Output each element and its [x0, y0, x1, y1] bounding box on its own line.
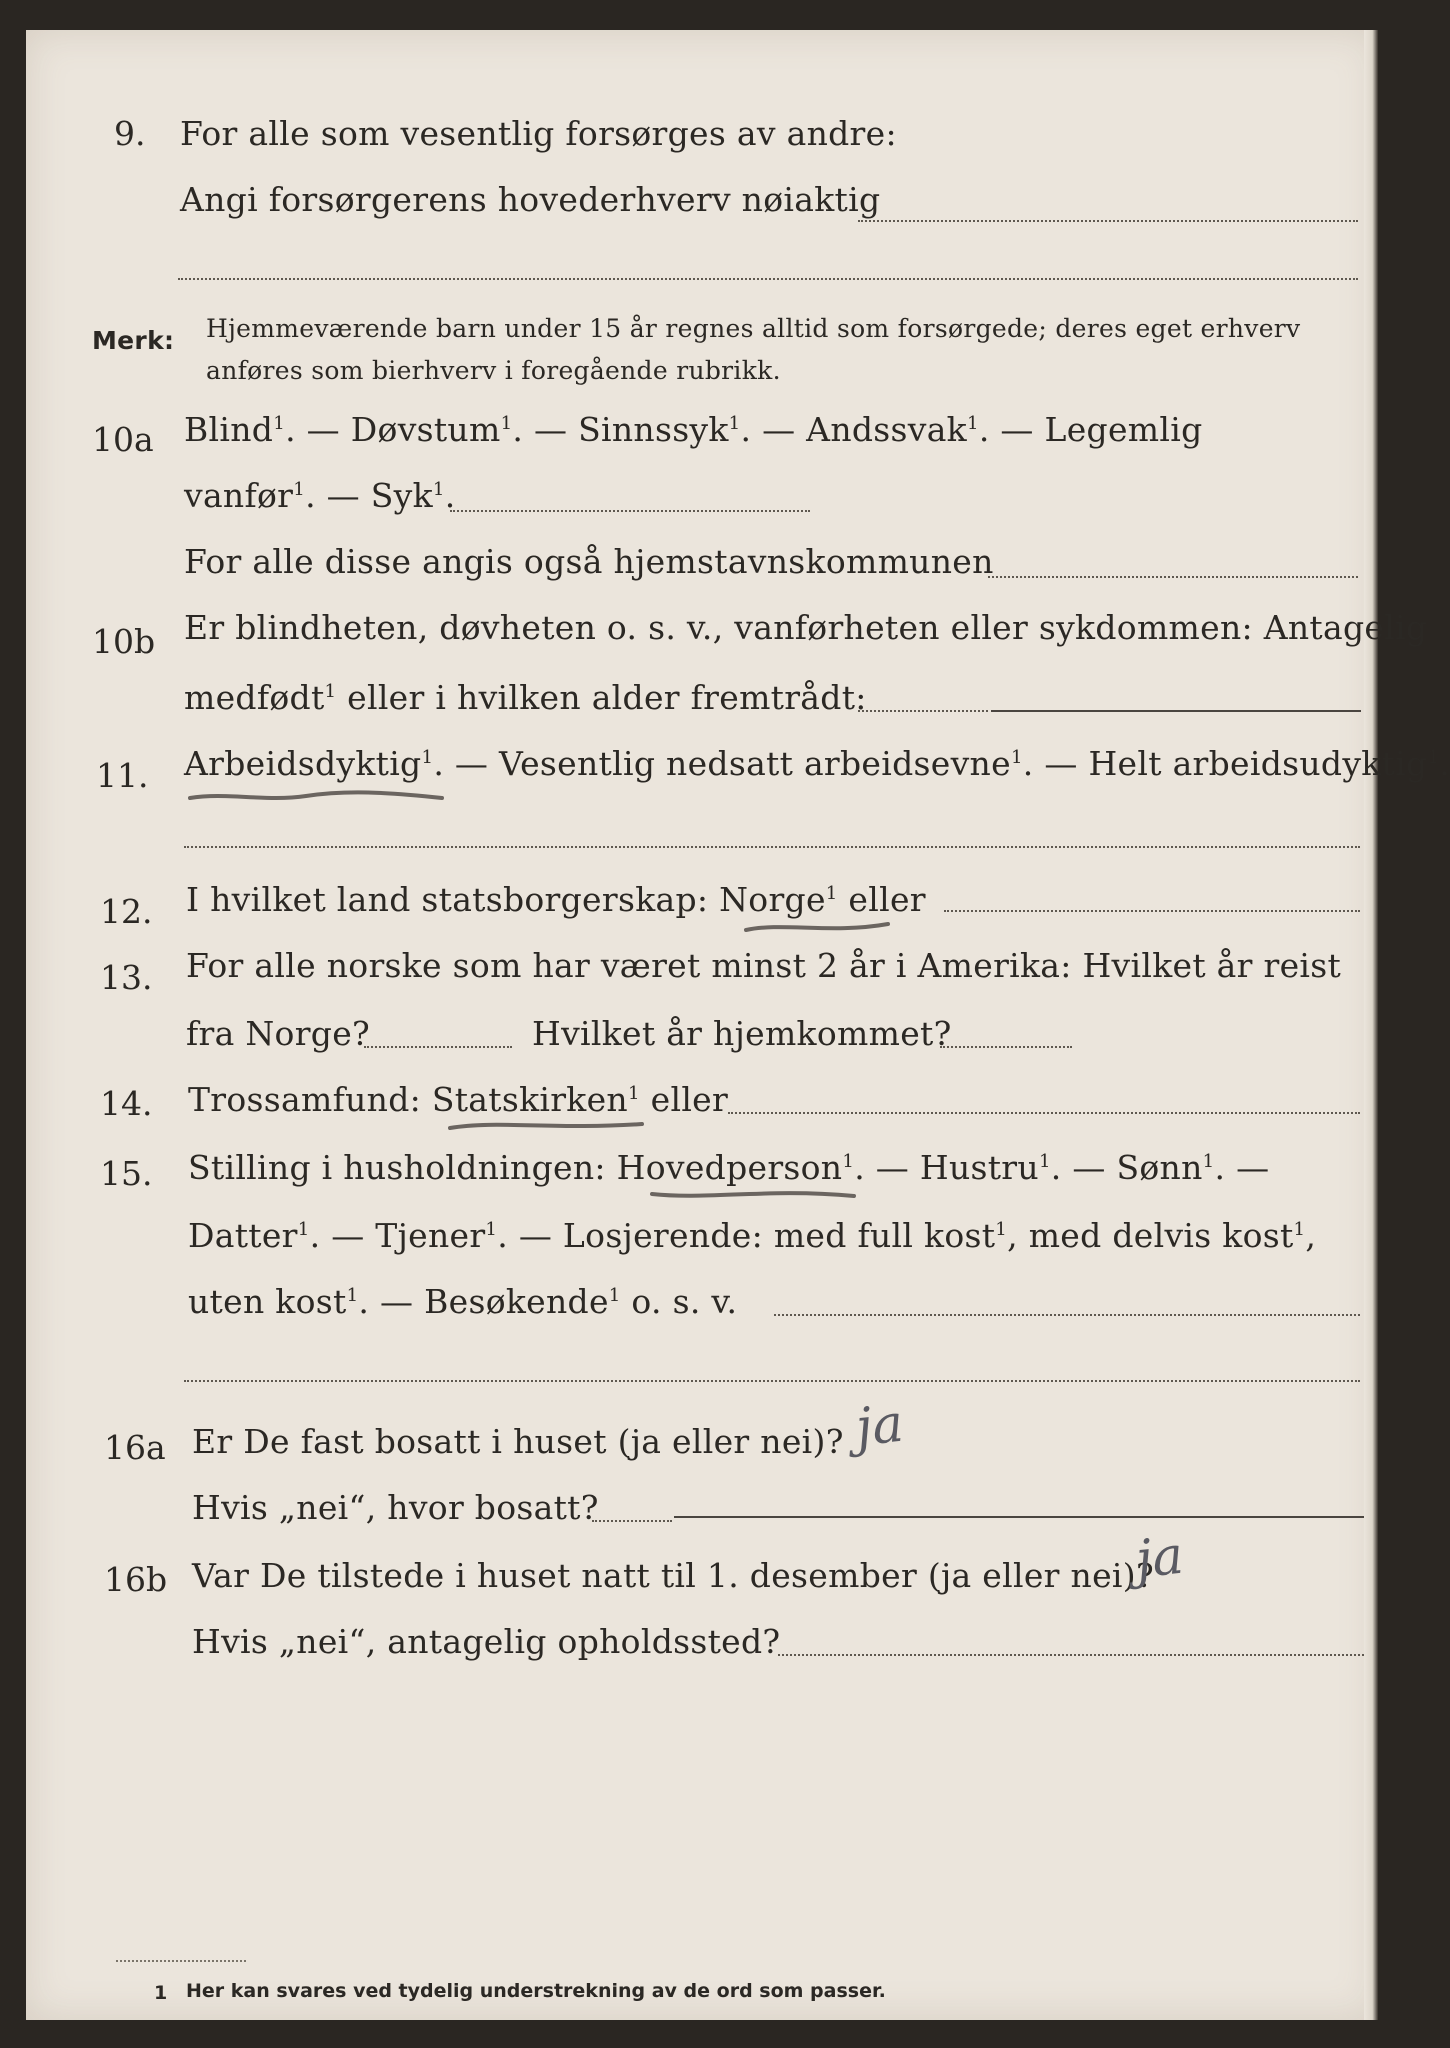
q16a-line2: Hvis „nei“, hvor bosatt?	[192, 1488, 599, 1527]
q15-line1: Stilling i husholdningen: Hovedperson$^1$. — Hustru$^1$. — Sønn$^1$. —	[188, 1148, 1270, 1187]
q16a-handwritten-answer: ja	[852, 1393, 907, 1459]
q13-line2a: fra Norge?	[186, 1014, 371, 1053]
q11-answer-line	[184, 846, 1360, 848]
q11-underline-mark	[186, 786, 446, 808]
q16b-number: 16b	[104, 1560, 168, 1599]
merk-label: Merk:	[92, 326, 175, 355]
q14-underline-mark	[446, 1116, 646, 1136]
form-sheet	[26, 30, 1450, 2020]
q16a-line1: Er De fast bosatt i huset (ja eller nei)?	[192, 1422, 844, 1461]
q13-hjemkommet-line	[940, 1046, 1072, 1048]
q11-number: 11.	[96, 756, 149, 795]
q15-line3: uten kost$^1$. — Besøkende$^1$ o. s. v.	[188, 1282, 738, 1321]
q14-answer-line	[728, 1112, 1360, 1114]
q10b-number: 10b	[92, 622, 156, 661]
torn-edge	[1364, 30, 1378, 2020]
footnote-text: Her kan svares ved tydelig understrekning av de ord som passer.	[186, 1980, 886, 2002]
q10a-hjemstavn-line	[988, 576, 1358, 578]
q10a-line2: vanfør$^1$. — Syk$^1$.	[184, 476, 456, 515]
q16b-handwritten-answer: ja	[1132, 1525, 1187, 1591]
q15-answer-line-2	[184, 1380, 1360, 1382]
footnote-rule	[116, 1960, 246, 1962]
q16a-answer-dots	[592, 1520, 672, 1522]
q9-line1: For alle som vesentlig forsørges av andre:	[180, 114, 897, 153]
q14-number: 14.	[100, 1084, 153, 1123]
q13-number: 13.	[100, 958, 153, 997]
q9-line2: Angi forsørgerens hovederhverv nøiaktig	[180, 180, 881, 219]
q12-answer-line	[944, 910, 1360, 912]
q10b-line1: Er blindheten, døvheten o. s. v., vanførheten eller sykdommen: Antagelig	[184, 608, 1428, 647]
q10b-answer-line	[991, 710, 1361, 712]
merk-line1: Hjemmeværende barn under 15 år regnes alltid som forsørgede; deres eget erhverv	[206, 314, 1301, 343]
q15-underline-mark	[648, 1184, 858, 1204]
q9-answer-line-2	[178, 278, 1358, 280]
q10a-line1: Blind$^1$. — Døvstum$^1$. — Sinnssyk$^1$. — Andssvak$^1$. — Legemlig	[184, 410, 1203, 449]
q10b-answer-dots	[858, 710, 988, 712]
q12-line: I hvilket land statsborgerskap: Norge$^1$ eller	[186, 880, 926, 919]
q16a-number: 16a	[104, 1428, 166, 1467]
q15-number: 15.	[100, 1154, 153, 1193]
merk-line2: anføres som bierhverv i foregående rubrikk.	[206, 356, 781, 385]
q16b-line1: Var De tilstede i huset natt til 1. desember (ja eller nei)?	[192, 1556, 1154, 1595]
q10a-number: 10a	[92, 420, 154, 459]
q10a-line3: For alle disse angis også hjemstavnskommunen	[184, 542, 994, 581]
q9-answer-line	[858, 220, 1358, 222]
q11-line: Arbeidsdyktig$^1$. — Vesentlig nedsatt arbeidsevne$^1$. — Helt arbeidsudyktig$^1$.	[184, 744, 1450, 783]
q13-reist-line	[364, 1046, 512, 1048]
q15-line2: Datter$^1$. — Tjener$^1$. — Losjerende: med full kost$^1$, med delvis kost$^1$,	[188, 1216, 1317, 1255]
footnote-mark: 1	[154, 1982, 168, 2004]
q12-number: 12.	[100, 892, 153, 931]
q13-line2b: Hvilket år hjemkommet?	[532, 1014, 952, 1053]
q10b-line2: medfødt$^1$ eller i hvilken alder fremtrådt:	[184, 678, 867, 717]
q16b-line2: Hvis „nei“, antagelig opholdssted?	[192, 1622, 781, 1661]
q16b-answer-line	[778, 1654, 1364, 1656]
q12-underline-mark	[742, 918, 892, 938]
q13-line1: For alle norske som har været minst 2 år i Amerika: Hvilket år reist	[186, 946, 1342, 985]
q14-line: Trossamfund: Statskirken$^1$ eller	[188, 1080, 729, 1119]
q9-number: 9.	[114, 114, 146, 153]
q15-answer-line	[774, 1314, 1360, 1316]
q10a-answer-line	[450, 510, 810, 512]
q16a-answer-line	[674, 1516, 1364, 1518]
